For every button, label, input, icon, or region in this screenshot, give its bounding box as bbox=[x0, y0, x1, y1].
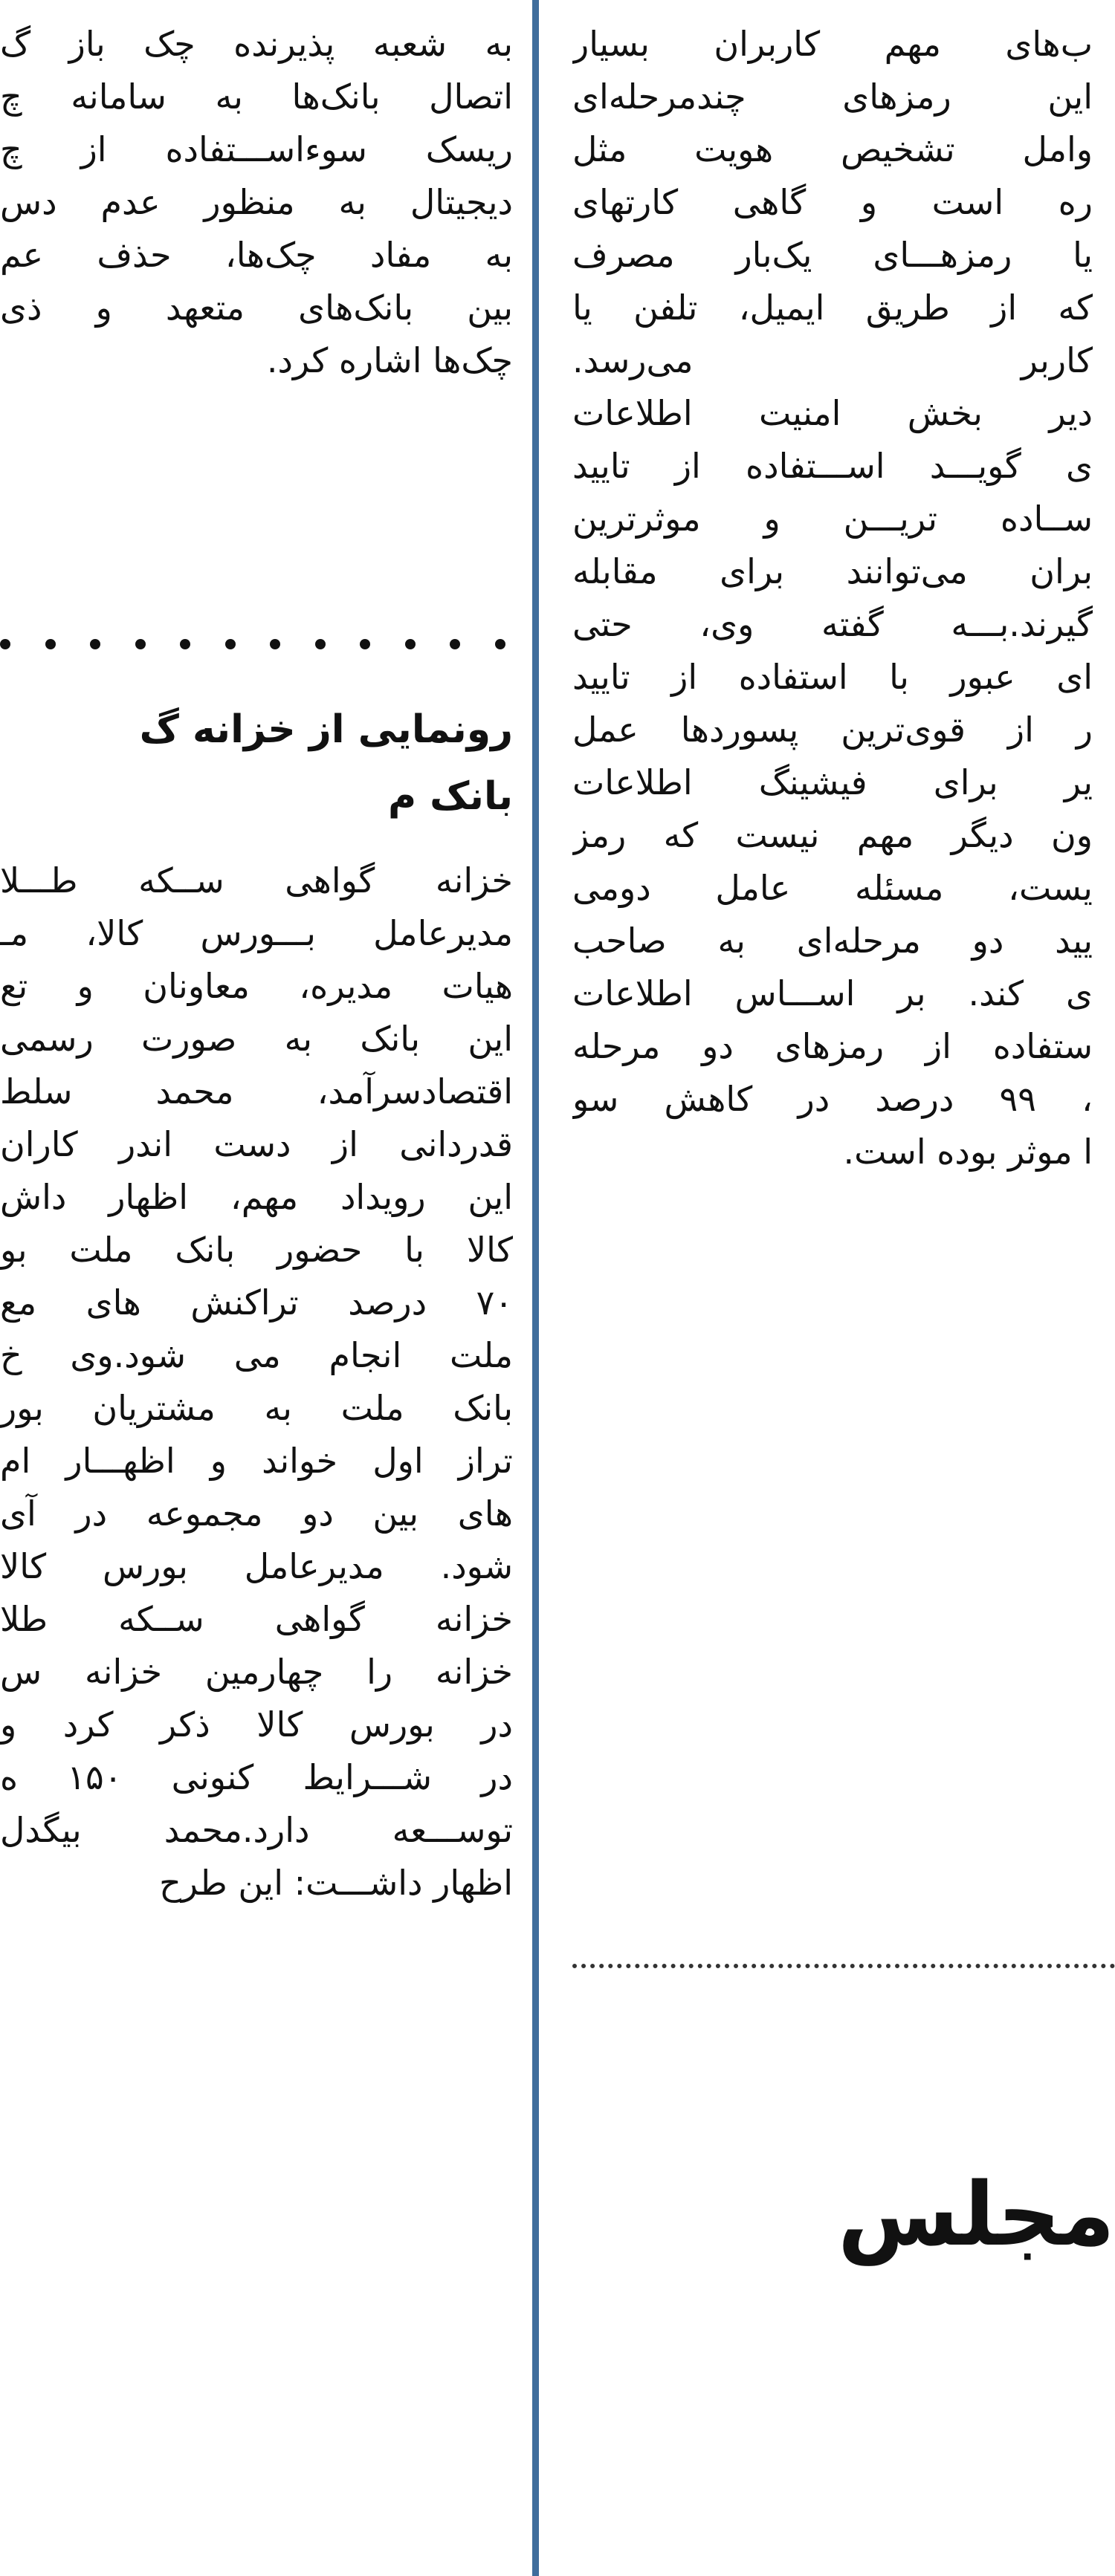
text-line: مدیرعامل بـــورس کالا، مـ bbox=[0, 913, 513, 953]
text-line: تراز اول خواند و اظهـــار ام bbox=[0, 1441, 513, 1481]
dot bbox=[450, 639, 460, 649]
text-line: خزانه را چهارمین خزانه س bbox=[0, 1652, 513, 1692]
text-line: ســاده تریـــن و موثرترین bbox=[572, 499, 1093, 539]
article-headline-line-2: بانک م bbox=[387, 774, 513, 819]
text-line: اظهار داشـــت: این طرح bbox=[159, 1863, 513, 1903]
text-line: این رمزهای چندمرحله‌ای bbox=[572, 77, 1093, 117]
text-line: ی کند. بر اســـاس اطلاعات bbox=[572, 973, 1093, 1013]
text-line: ون دیگر مهم نیست که رمز bbox=[572, 815, 1093, 855]
text-line: کاربر می‌رسد. bbox=[572, 340, 1093, 380]
text-line: ملت انجام می شود.وی خ bbox=[0, 1335, 513, 1375]
text-line: ر از قوی‌ترین پسوردها عمل bbox=[572, 710, 1093, 750]
dot bbox=[495, 639, 505, 649]
text-line: این بانک به صورت رسمی bbox=[0, 1019, 513, 1059]
left-column-article-body bbox=[0, 854, 513, 1910]
text-line: در بورس کالا ذکر کرد و bbox=[0, 1704, 513, 1745]
text-line: یست، مسئله عامل دومی bbox=[572, 868, 1093, 908]
text-line: اتصال بانک‌ها به سامانه چ bbox=[0, 77, 513, 117]
dot bbox=[180, 639, 190, 649]
left-column-continuation bbox=[0, 0, 513, 387]
text-line: گیرند.بـــه گفته وی، حتی bbox=[572, 604, 1093, 644]
text-line: ای عبور با استفاده از تایید bbox=[572, 657, 1093, 697]
text-line: اقتصادسرآمد، محمد سلط bbox=[0, 1071, 513, 1112]
dot bbox=[270, 639, 280, 649]
text-line: ره است و گاهی کارتهای bbox=[572, 182, 1093, 222]
text-line: چک‌ها اشاره کرد. bbox=[266, 340, 513, 380]
text-line: در شـــرایط کنونی ۱۵۰ ه bbox=[0, 1757, 513, 1797]
text-line: که از طریق ایمیل، تلفن یا bbox=[572, 288, 1093, 328]
dot bbox=[0, 639, 10, 649]
text-line: ۷۰ درصد تراکنش های مع bbox=[0, 1282, 513, 1323]
text-line: یید دو مرحله‌ای به صاحب bbox=[572, 921, 1093, 961]
text-line: کالا با حضور بانک ملت بو bbox=[0, 1230, 513, 1270]
text-line: بین بانک‌های متعهد و ذی bbox=[0, 288, 513, 328]
text-line: شود. مدیرعامل بورس کالا bbox=[0, 1546, 513, 1586]
text-line: دیر بخش امنیت اطلاعات bbox=[572, 393, 1093, 433]
article-headline-line-1: رونمایی از خزانه گ bbox=[139, 707, 513, 752]
section-headline-majlis: مجلس bbox=[837, 2163, 1115, 2265]
section-dot-separator bbox=[0, 633, 505, 655]
text-line: به شعبه پذیرنده چک باز گ bbox=[0, 24, 513, 64]
text-line: ریسک سوءاســـتفاده از چ bbox=[0, 129, 513, 169]
text-line: های بین دو مجموعه در آی bbox=[0, 1493, 513, 1534]
text-line: ی گویـــد اســـتفاده از تایید bbox=[572, 446, 1093, 486]
dot bbox=[135, 639, 146, 649]
text-line: این رویداد مهم، اظهار داش bbox=[0, 1177, 513, 1217]
text-line: ا موثر بوده است. bbox=[843, 1132, 1093, 1172]
dot bbox=[45, 639, 56, 649]
text-line: وامل تشخیص هویت مثل bbox=[572, 129, 1093, 169]
text-line: هیات مدیره، معاونان و تع bbox=[0, 966, 513, 1006]
dot bbox=[405, 639, 416, 649]
text-line: خزانه گواهی ســکه طلا bbox=[0, 1599, 513, 1639]
column-divider bbox=[532, 0, 539, 2576]
text-line: بران می‌توانند برای مقابله bbox=[572, 551, 1093, 591]
text-line: دیجیتال به منظور عدم دس bbox=[0, 182, 513, 222]
text-line: به مفاد چک‌ها، حذف عم bbox=[0, 235, 513, 275]
dot bbox=[225, 639, 236, 649]
dot bbox=[315, 639, 326, 649]
text-line: بانک ملت به مشتریان بور bbox=[0, 1388, 513, 1428]
text-line: خزانه گواهی ســکه طـــلا bbox=[0, 860, 513, 901]
dot bbox=[90, 639, 100, 649]
text-line: قدردانی از دست اندر کاران bbox=[0, 1124, 513, 1164]
text-line: یا رمزهـــای یک‌بار مصرف bbox=[572, 235, 1093, 275]
right-column-article bbox=[572, 0, 1093, 1178]
text-line: یر برای فیشینگ اطلاعات bbox=[572, 762, 1093, 802]
text-line: ستفاده از رمزهای دو مرحله bbox=[572, 1026, 1093, 1066]
dotted-section-rule bbox=[572, 1964, 1115, 1968]
dot bbox=[360, 639, 370, 649]
text-line: توســـعه دارد.محمد بیگدل bbox=[0, 1810, 513, 1850]
text-line: ب‌های مهم کاربران بسیار bbox=[572, 24, 1093, 64]
text-line: ، ۹۹ درصد در کاهش سو bbox=[572, 1079, 1093, 1119]
